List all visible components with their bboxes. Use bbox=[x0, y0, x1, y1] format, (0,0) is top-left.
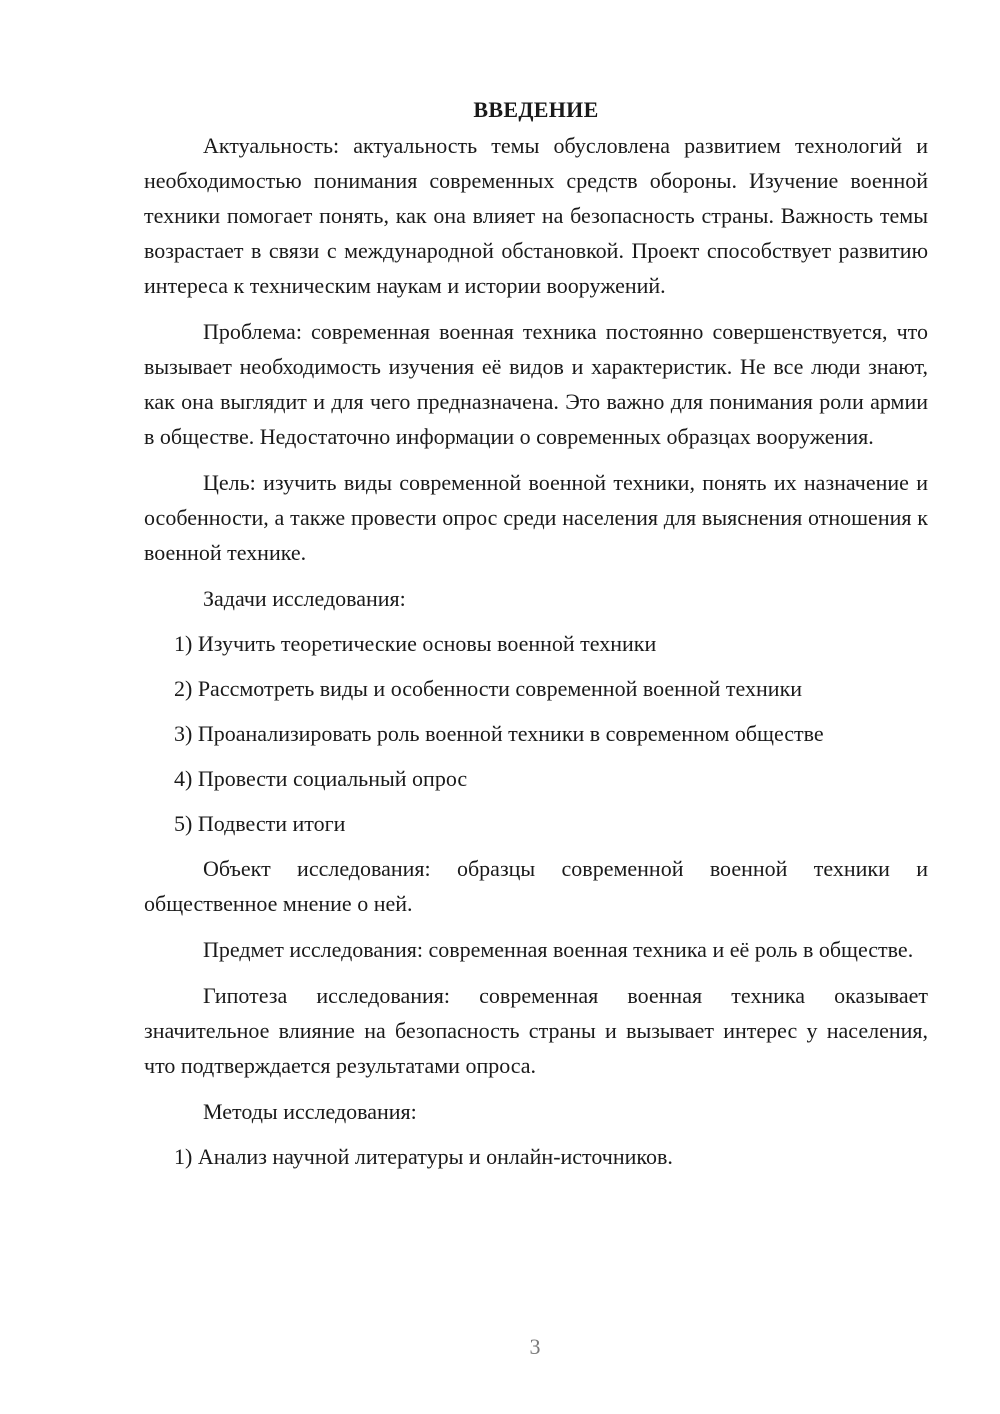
goal-paragraph: Цель: изучить виды современной военной техники, понять их назначение и особенности, а также провести опрос среди населения для выяснения отношения к военной технике. bbox=[144, 470, 928, 565]
task-item: 4) Провести социальный опрос bbox=[174, 766, 468, 791]
method-item: 1) Анализ научной литературы и онлайн-источников. bbox=[174, 1144, 673, 1169]
tasks-list bbox=[144, 626, 928, 841]
section-title: ВВЕДЕНИЕ bbox=[473, 97, 599, 122]
object-paragraph: Объект исследования: образцы современной военной техники и общественное мнение о ней. bbox=[144, 856, 928, 916]
subject-paragraph: Предмет исследования: современная военная техника и её роль в обществе. bbox=[203, 937, 914, 962]
task-item: 5) Подвести итоги bbox=[174, 811, 346, 836]
problem-paragraph: Проблема: современная военная техника постоянно совершенствуется, что вызывает необходимость изучения её видов и характеристик. Не все люди знают, как она выглядит и для чего предназначена. Это важно для понимания роли армии в обществе. Недостаточно информации о современных образцах вооружения. bbox=[144, 319, 928, 449]
task-item: 3) Проанализировать роль военной техники в современном обществе bbox=[174, 721, 824, 746]
relevance-paragraph: Актуальность: актуальность темы обусловлена развитием технологий и необходимостью понимания современных средств обороны. Изучение военной техники помогает понять, как она влияет на безопасность страны. Важность темы возрастает в связи с международной обстановкой. Проект способствует развитию интереса к техническим наукам и истории вооружений. bbox=[144, 133, 928, 298]
methods-list bbox=[144, 1139, 928, 1174]
page-content bbox=[144, 92, 928, 1184]
task-item: 2) Рассмотреть виды и особенности современной военной техники bbox=[174, 676, 803, 701]
tasks-label: Задачи исследования: bbox=[203, 586, 406, 611]
methods-label: Методы исследования: bbox=[203, 1099, 417, 1124]
page-number: 3 bbox=[529, 1334, 541, 1359]
hypothesis-paragraph: Гипотеза исследования: современная военная техника оказывает значительное влияние на безопасность страны и вызывает интерес у населения, что подтверждается результатами опроса. bbox=[144, 983, 928, 1078]
task-item: 1) Изучить теоретические основы военной техники bbox=[174, 631, 657, 656]
